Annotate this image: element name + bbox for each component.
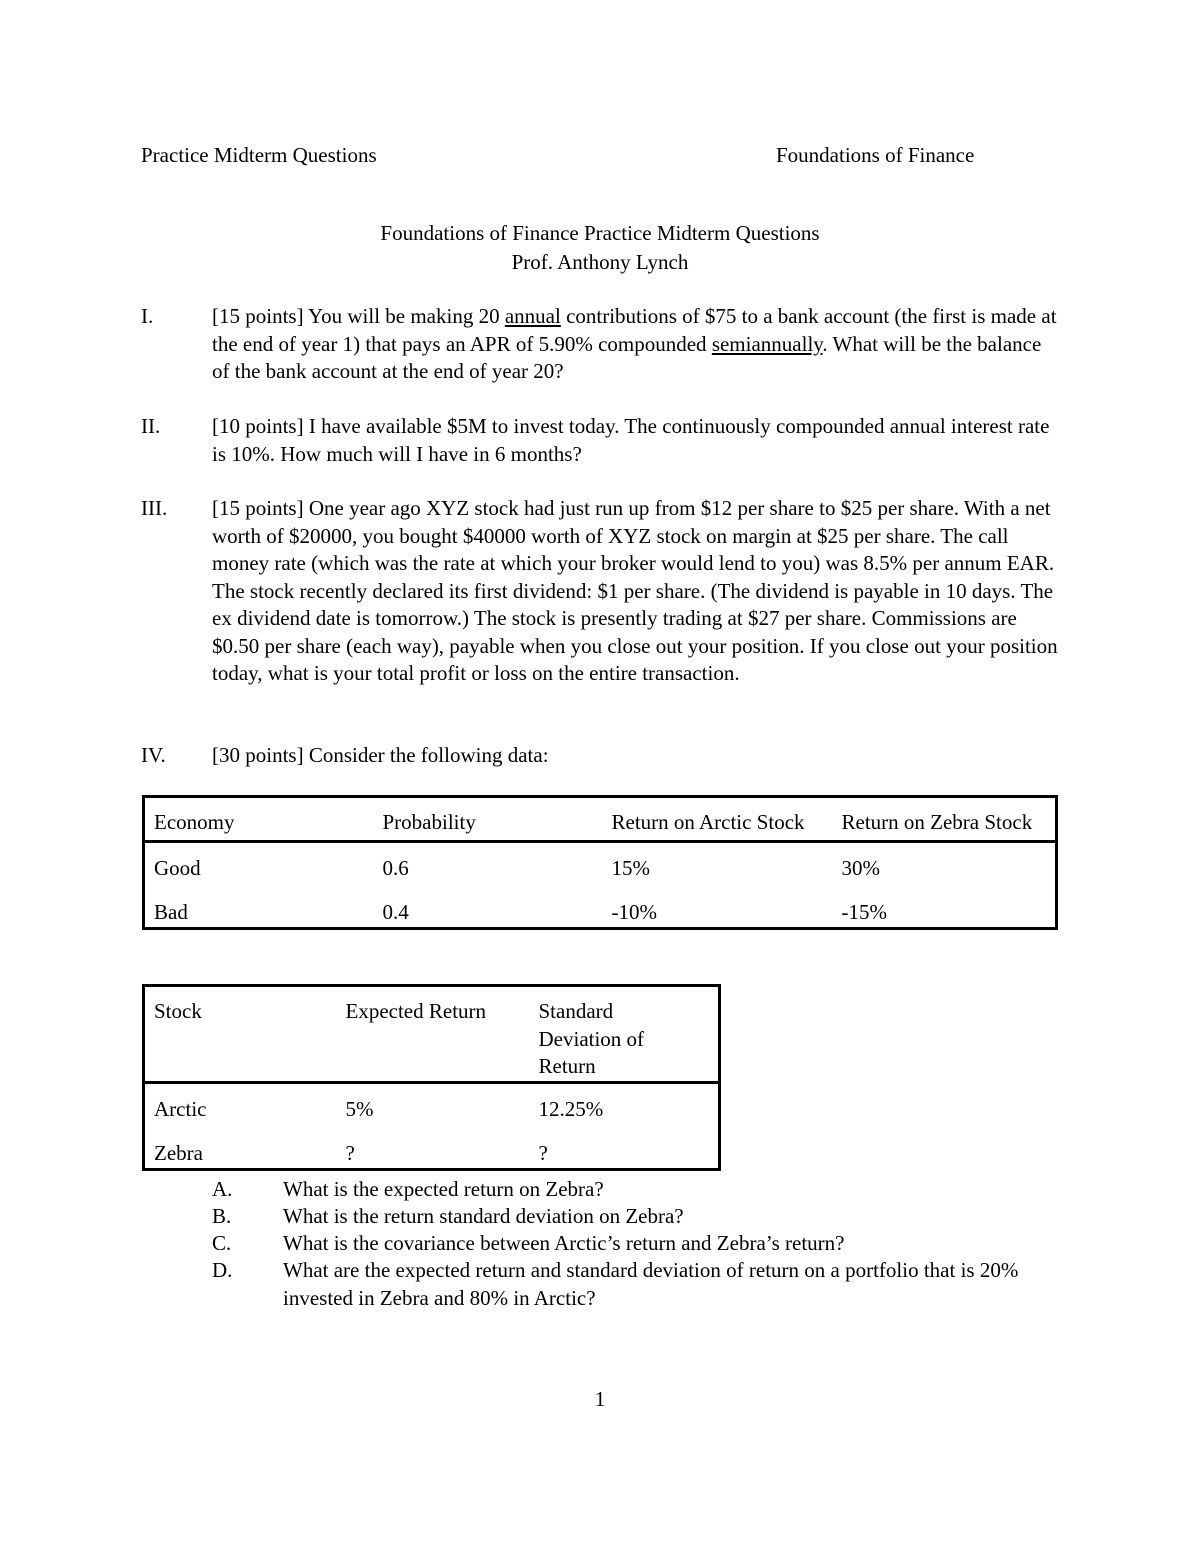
- table-cell: ?: [538, 1141, 548, 1165]
- header-cell: Probability: [374, 797, 603, 842]
- stock-statistics-table: [142, 984, 721, 1171]
- document-title: Foundations of Finance Practice Midterm Questions: [380, 221, 820, 245]
- document-author: Prof. Anthony Lynch: [511, 250, 689, 274]
- question-1-underline-semiannually: semiannually: [711, 331, 823, 356]
- subquestion-c-text: What is the covariance between Arctic’s return and Zebra’s return?: [283, 1231, 845, 1255]
- header-cell: Return on Arctic Stock: [603, 797, 833, 842]
- table-header-row: [144, 986, 720, 1083]
- header-cell: Standard Deviation of Return: [530, 986, 720, 1083]
- table-cell: 15%: [611, 855, 650, 880]
- table-cell: 0.4: [382, 900, 409, 924]
- table-cell: Bad: [154, 900, 188, 924]
- economy-returns-table: [142, 795, 1058, 930]
- running-header-right: Foundations of Finance: [776, 143, 975, 167]
- question-4-number: IV.: [141, 743, 166, 767]
- page-number: 1: [594, 1387, 606, 1411]
- question-1-part-a: [15 points] You will be making 20: [212, 304, 505, 328]
- question-3-number: III.: [141, 496, 168, 520]
- table-cell: ?: [345, 1141, 355, 1165]
- table-cell: 12.25%: [538, 1096, 604, 1121]
- table-cell: 0.6: [382, 855, 409, 880]
- subquestion-a-text: What is the expected return on Zebra?: [283, 1177, 604, 1201]
- table-row: [144, 882, 1057, 928]
- table-cell: -15%: [841, 900, 887, 924]
- table-row: [144, 1082, 720, 1123]
- table-cell: Arctic: [154, 1096, 207, 1121]
- question-1-part-c: . What will be the balance of the bank account at the end of year 20?: [212, 331, 1042, 383]
- subquestion-d-text: What are the expected return and standard deviation of return on a portfolio that is 20% invested in Zebra and 80% in Arctic?: [283, 1258, 1019, 1310]
- table-cell: 5%: [345, 1096, 374, 1121]
- table-row: [144, 841, 1057, 882]
- running-header-left: Practice Midterm Questions: [141, 143, 377, 167]
- question-1-number: I.: [141, 304, 154, 328]
- question-1-text: [212, 303, 1062, 386]
- subquestion-d-letter: D.: [212, 1258, 233, 1282]
- header-cell: Return on Zebra Stock: [833, 797, 1057, 842]
- table-cell: Zebra: [154, 1141, 203, 1165]
- subquestion-b-letter: B.: [212, 1204, 232, 1228]
- subquestion-c-letter: C.: [212, 1231, 232, 1255]
- subquestion-a-letter: A.: [212, 1177, 233, 1201]
- table-cell: -10%: [611, 900, 657, 924]
- table-row: [144, 1123, 720, 1169]
- subquestion-b-text: What is the return standard deviation on Zebra?: [283, 1204, 684, 1228]
- question-3-text: [15 points] One year ago XYZ stock had just run up from $12 per share to $25 per share. With a net worth of $20000, you bought $40000 worth of XYZ stock on margin at $25 per share. The call money rate (which was the rate at which your broker would lend to you) was 8.5% per annum EAR. The stock recently declared its first dividend: $1 per share. (The dividend is payable in 10 days. The ex dividend date is tomorrow.) The stock is presently trading at $27 per share. Commissions are $0.50 per share (each way), payable when you close out your position. If you close out your position today, what is your total profit or loss on the entire transaction.: [212, 496, 1058, 685]
- header-cell: Expected Return: [337, 986, 530, 1083]
- table-cell: Good: [154, 855, 201, 880]
- question-1-part-b: contributions of $75 to a bank account (the first is made at the end of year 1) that pays an APR of 5.90% compounded: [212, 304, 1057, 356]
- question-2-number: II.: [141, 414, 161, 438]
- table-cell: 30%: [841, 855, 880, 880]
- question-1-underline-annual: annual: [504, 304, 561, 328]
- question-4-text: [30 points] Consider the following data:: [212, 743, 549, 767]
- question-2-text: [10 points] I have available $5M to invest today. The continuously compounded annual interest rate is 10%. How much will I have in 6 months?: [212, 414, 1050, 466]
- header-cell: Stock: [144, 986, 337, 1083]
- table-header-row: [144, 797, 1057, 842]
- header-cell: Economy: [144, 797, 374, 842]
